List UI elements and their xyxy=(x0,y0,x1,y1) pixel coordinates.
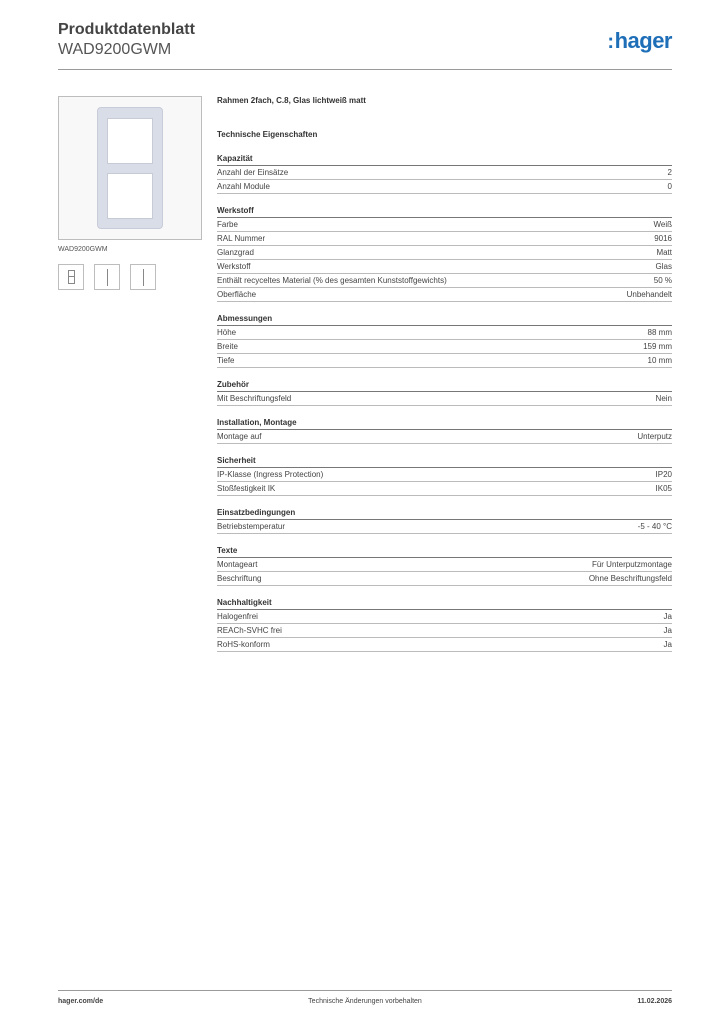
frame-opening-top xyxy=(107,118,153,164)
spec-label: Mit Beschriftungsfeld xyxy=(217,394,292,403)
spec-section xyxy=(217,546,672,586)
spec-row xyxy=(217,354,672,368)
thumbnail-top-view[interactable] xyxy=(130,264,156,290)
header-divider xyxy=(58,69,672,70)
spec-row xyxy=(217,624,672,638)
spec-row xyxy=(217,246,672,260)
spec-value: Glas xyxy=(655,262,672,271)
spec-section xyxy=(217,508,672,534)
spec-label: Anzahl Module xyxy=(217,182,270,191)
thumbnail-front-view[interactable] xyxy=(58,264,84,290)
spec-value: Unterputz xyxy=(637,432,672,441)
spec-value: Ohne Beschriftungsfeld xyxy=(588,574,672,583)
section-title: Werkstoff xyxy=(217,206,672,218)
spec-label: IP-Klasse (Ingress Protection) xyxy=(217,470,324,479)
spec-label: Betriebstemperatur xyxy=(217,522,286,531)
product-description: Rahmen 2fach, C.8, Glas lichtweiß matt xyxy=(217,96,366,105)
spec-label: RoHS-konform xyxy=(217,640,270,649)
section-title: Kapazität xyxy=(217,154,672,166)
spec-row xyxy=(217,288,672,302)
spec-section xyxy=(217,380,672,406)
front-view-icon xyxy=(68,270,75,284)
spec-section xyxy=(217,598,672,652)
section-title: Einsatzbedingungen xyxy=(217,508,672,520)
spec-value: 88 mm xyxy=(647,328,672,337)
spec-label: Beschriftung xyxy=(217,574,262,583)
spec-row xyxy=(217,392,672,406)
spec-row xyxy=(217,558,672,572)
spec-label: Oberfläche xyxy=(217,290,257,299)
page-header xyxy=(58,20,672,70)
spec-label: Farbe xyxy=(217,220,238,229)
section-title: Sicherheit xyxy=(217,456,672,468)
document-subtitle: WAD9200GWM xyxy=(58,41,172,58)
spec-section xyxy=(217,206,672,302)
spec-row xyxy=(217,166,672,180)
spec-sections xyxy=(217,154,672,652)
footer-divider xyxy=(58,990,672,991)
spec-value: Weiß xyxy=(653,220,672,229)
spec-row xyxy=(217,274,672,288)
spec-value: Ja xyxy=(663,626,672,635)
specifications-panel xyxy=(217,96,672,652)
spec-value: 0 xyxy=(667,182,672,191)
spec-row xyxy=(217,260,672,274)
spec-label: Montage auf xyxy=(217,432,262,441)
spec-value: Ja xyxy=(663,612,672,621)
spec-label: Werkstoff xyxy=(217,262,251,271)
footer-date: 11.02.2026 xyxy=(637,998,672,1005)
spec-row xyxy=(217,232,672,246)
spec-row xyxy=(217,468,672,482)
spec-row xyxy=(217,326,672,340)
top-view-icon xyxy=(143,269,144,286)
footer-disclaimer: Technische Änderungen vorbehalten xyxy=(308,998,422,1005)
spec-value: Nein xyxy=(655,394,672,403)
document-title: Produktdatenblatt xyxy=(58,21,195,38)
spec-label: Enthält recyceltes Material (% des gesamten Kunststoffgewichts) xyxy=(217,276,447,285)
view-thumbnails xyxy=(58,264,208,290)
section-title: Nachhaltigkeit xyxy=(217,598,672,610)
spec-section xyxy=(217,314,672,368)
spec-label: REACh-SVHC frei xyxy=(217,626,282,635)
spec-value: Ja xyxy=(663,640,672,649)
spec-label: Stoßfestigkeit IK xyxy=(217,484,276,493)
section-title: Installation, Montage xyxy=(217,418,672,430)
spec-label: Breite xyxy=(217,342,238,351)
product-code-caption: WAD9200GWM xyxy=(58,246,108,253)
spec-row xyxy=(217,430,672,444)
thumbnail-side-view[interactable] xyxy=(94,264,120,290)
spec-label: RAL Nummer xyxy=(217,234,266,243)
spec-row xyxy=(217,520,672,534)
spec-row xyxy=(217,638,672,652)
spec-value: Unbehandelt xyxy=(626,290,672,299)
spec-label: Tiefe xyxy=(217,356,235,365)
spec-value: 10 mm xyxy=(647,356,672,365)
side-view-icon xyxy=(107,269,108,286)
spec-section xyxy=(217,456,672,496)
spec-row xyxy=(217,572,672,586)
spec-row xyxy=(217,482,672,496)
spec-row xyxy=(217,218,672,232)
spec-value: IP20 xyxy=(655,470,672,479)
frame-opening-bottom xyxy=(107,173,153,219)
spec-value: -5 - 40 °C xyxy=(637,522,672,531)
section-title: Abmessungen xyxy=(217,314,672,326)
product-image-panel xyxy=(58,96,208,290)
footer-website[interactable]: hager.com/de xyxy=(58,998,104,1005)
logo-dots: : xyxy=(607,31,614,53)
spec-value: Matt xyxy=(656,248,672,257)
spec-row xyxy=(217,340,672,354)
spec-value: Für Unterputzmontage xyxy=(591,560,672,569)
spec-row xyxy=(217,180,672,194)
spec-label: Höhe xyxy=(217,328,237,337)
spec-row xyxy=(217,610,672,624)
product-image xyxy=(58,96,202,240)
spec-value: 9016 xyxy=(654,234,672,243)
section-title: Zubehör xyxy=(217,380,672,392)
spec-label: Anzahl der Einsätze xyxy=(217,168,289,177)
spec-value: IK05 xyxy=(655,484,672,493)
logo-text: hager xyxy=(614,28,672,53)
spec-section xyxy=(217,154,672,194)
spec-value: 159 mm xyxy=(643,342,672,351)
spec-label: Halogenfrei xyxy=(217,612,258,621)
page-footer xyxy=(58,998,672,1010)
hager-logo xyxy=(607,28,672,54)
spec-value: 2 xyxy=(667,168,672,177)
spec-label: Glanzgrad xyxy=(217,248,254,257)
spec-value: 50 % xyxy=(653,276,672,285)
spec-label: Montageart xyxy=(217,560,258,569)
technical-properties-heading: Technische Eigenschaften xyxy=(217,130,318,139)
double-frame-illustration xyxy=(97,107,163,229)
spec-section xyxy=(217,418,672,444)
section-title: Texte xyxy=(217,546,672,558)
